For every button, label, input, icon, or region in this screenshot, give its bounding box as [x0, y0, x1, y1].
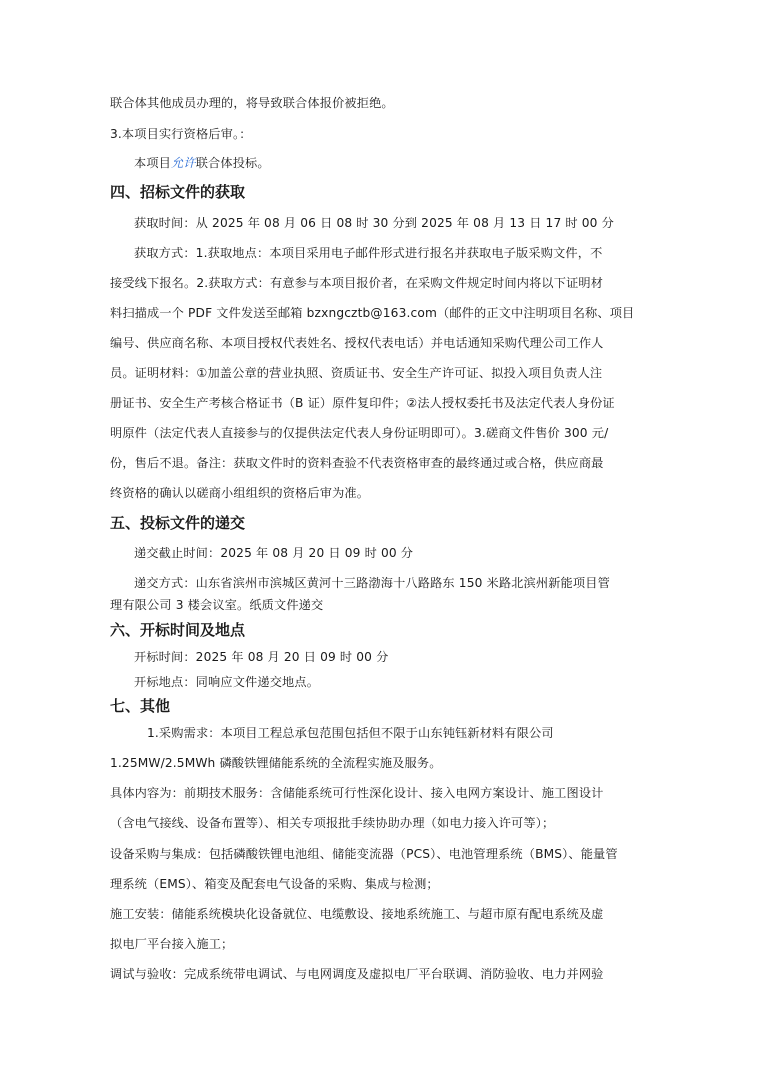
text-line: 3.本项目实行资格后审。：	[110, 127, 252, 141]
text-line: 开标时间：2025 年 08 月 20 日 09 时 00 分	[134, 650, 389, 664]
text-line: 1.25MW/2.5MWh 磷酸铁锂储能系统的全流程实施及服务。	[110, 756, 442, 770]
text-line: 具体内容为：前期技术服务：含储能系统可行性深化设计、接入电网方案设计、施工图设计	[110, 786, 604, 800]
section-heading: 四、招标文件的获取	[110, 183, 246, 201]
text-line: 获取方式：1.获取地点：本项目采用电子邮件形式进行报名并获取电子版采购文件，不	[134, 246, 603, 260]
text-line: 施工安装：储能系统模块化设备就位、电缆敷设、接地系统施工、与超市原有配电系统及虚	[110, 907, 604, 921]
text-span: 本项目	[134, 156, 172, 170]
text-line: 联合体其他成员办理的，将导致联合体报价被拒绝。	[110, 96, 394, 110]
text-line: 调试与验收：完成系统带电调试、与电网调度及虚拟电厂平台联调、消防验收、电力并网验	[110, 967, 604, 981]
text-line: 明原件（法定代表人直接参与的仅提供法定代表人身份证明即可）。3.磋商文件售价 300 元/	[110, 426, 609, 440]
text-line: 份，售后不退。备注：获取文件时的资料查验不代表资格审查的最终通过或合格，供应商最	[110, 456, 604, 470]
text-line: 员。证明材料：①加盖公章的营业执照、资质证书、安全生产许可证、拟投入项目负责人注	[110, 366, 603, 380]
text-line: （含电气接线、设备布置等）、相关专项报批手续协助办理（如电力接入许可等）；	[110, 816, 555, 830]
text-line: 终资格的确认以磋商小组组织的资格后审为准。	[110, 486, 370, 500]
text-line: 获取时间：从 2025 年 08 月 06 日 08 时 30 分到 2025 年 08 月 13 日 17 时 00 分	[134, 216, 614, 230]
text-span: 联合体投标。	[195, 156, 270, 170]
text-line: 料扫描成一个 PDF 文件发送至邮箱 bzxngcztb@163.com（邮件的正文中注明项目名称、项目	[110, 306, 635, 320]
section-heading: 七、其他	[110, 697, 171, 715]
section-heading: 六、开标时间及地点	[110, 621, 246, 639]
section-heading: 五、投标文件的递交	[110, 514, 246, 532]
text-line: 册证书、安全生产考核合格证书（B 证）原件复印件；②法人授权委托书及法定代表人身份证	[110, 396, 615, 410]
text-line: 理有限公司 3 楼会议室。纸质文件递交	[110, 598, 324, 612]
text-line: 递交方式：山东省滨州市滨城区黄河十三路渤海十八路路东 150 米路北滨州新能项目管	[134, 576, 610, 590]
text-line: 1.采购需求：本项目工程总承包范围包括但不限于山东钝钰新材料有限公司	[147, 726, 554, 740]
text-line: 接受线下报名。2.获取方式：有意参与本项目报价者，在采购文件规定时间内将以下证明材	[110, 276, 604, 290]
text-line: 设备采购与集成：包括磷酸铁锂电池组、储能变流器（PCS）、电池管理系统（BMS）、能量管	[110, 847, 618, 861]
text-line: 开标地点：同响应文件递交地点。	[134, 675, 320, 689]
text-line	[134, 155, 270, 171]
text-line: 理系统（EMS）、箱变及配套电气设备的采购、集成与检测；	[110, 877, 439, 891]
emphasis-text: 允许	[171, 156, 196, 170]
text-line: 拟电厂平台接入施工；	[110, 937, 234, 951]
text-line: 编号、供应商名称、本项目授权代表姓名、授权代表电话）并电话通知采购代理公司工作人	[110, 336, 604, 350]
text-line: 递交截止时间：2025 年 08 月 20 日 09 时 00 分	[134, 546, 414, 560]
